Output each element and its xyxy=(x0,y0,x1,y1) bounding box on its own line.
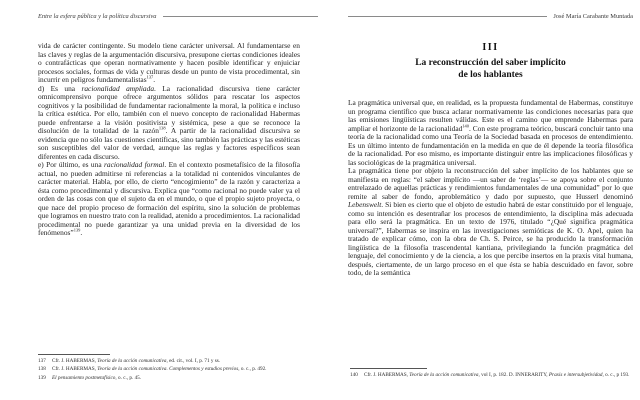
left-running-header-text: Entre la esfera pública y la política discursiva xyxy=(38,13,157,20)
left-running-header xyxy=(38,13,318,20)
right-body-text xyxy=(348,99,633,278)
right-running-header-text: José María Carabante Muntada xyxy=(553,13,633,20)
chapter-title-line: La reconstrucción del saber implícito xyxy=(415,58,566,68)
footnote xyxy=(38,374,300,382)
right-footnote-rule xyxy=(350,368,427,369)
footnote-text: Cfr. J. HABERMAS, Teoría de la acción comunicativa. Complementos y estudios previos, o. c., p. 492. xyxy=(52,366,267,373)
chapter-title-line: de los hablantes xyxy=(458,69,523,80)
left-footnote-rule xyxy=(38,354,110,355)
left-header-rule xyxy=(163,16,318,17)
footnote xyxy=(38,365,300,373)
footnote-text: Cfr. J. HABERMAS, Teoría de la acción comunicativa, vol I, p. 182. D. INNERARITY, Praxis e intersubjetividad, o. c., p 193. xyxy=(364,372,630,378)
paragraph: vida de carácter contingente. Su modelo tiene carácter universal. Al fundamentarse en las claves y reglas de la argumentación discursiva, presupone ciertas condiciones ideales o contrafácticas que operan normativamente y hacen posible identificar y enjuiciar procesos sociales, formas de vida y culturas desde un punto de vista procedimental, sin incurrir en peligros fundamentalistas$^{137}$. xyxy=(38,41,300,84)
footnote-number: 139 xyxy=(38,374,46,381)
paragraph: La pragmática tiene por objeto la reconstrucción del saber implícito de los hablantes que se manifiesta en reglas: “el saber implícito —un saber de ‘reglas’— se apoya sobre el conjunto entrelazado de aquellas prácticas y rendimientos fundamentales de una comunidad” por lo que remite al saber de fondo, aproblemático y dado por supuesto, que Husserl denominó Lebenswelt. Si bien es cierto que el objeto de estudio habrá de estar constituido por el lenguaje, como su intención es desentrañar los procesos de entendimiento, la disciplina más adecuada para ello será la pragmática. En un texto de 1976, titulado “¿Qué significa pragmática universal?”, Habermas se inspira en las investigaciones semióticas de K. O. Apel, quien ha tratado de explicar cómo, con la obra de Ch. S. Peirce, se ha producido la transformación lingüística de la filosofía trascendental kantiana, privilegiando la función pragmática del lenguaje, del conocimiento y de la ciencia, a los que percibe insertos en la praxis vital humana, después, ciertamente, de un largo proceso en el que ésta se había descuidado en favor, sobre todo, de la semántica xyxy=(348,166,633,277)
right-running-header xyxy=(348,13,633,20)
left-body-text xyxy=(38,42,300,238)
paragraph: La pragmática universal que, en realidad, es la propuesta fundamental de Habermas, constituye un programa científico que busca aclarar normativamente las condiciones necesarias para que las emisiones lingüísticas resulten válidas. Este es el camino que emprende Habermas para ampliar el horizonte de la racionalidad$^{140}$. Con este programa teórico, buscará concluir tanto una teoría de la racionalidad como una Teoría de la Sociedad basada en procesos de entendimiento. Es un último intento de fundamentación en la medida en que de él depende la teoría filosófica de la racionalidad. Por eso mismo, es importante distinguir entre las implicaciones filosóficas y las sociológicas de la pragmática universal. xyxy=(348,98,633,167)
right-footnotes xyxy=(350,371,633,379)
paragraph: e) Por último, es una racionalidad formal. En el contexto posmetafísico de la filosofía actual, no pueden admitirse ni referencias a la totalidad ni contenidos vinculantes de carácter material. Habla, por ello, de cierto “encogimiento” de la razón y caracteriza a ésta como procedimental y discursiva. Explica que “como racional no puede valer ya el orden de las cosas con que el sujeto da en el mundo, o que el propio sujeto proyecta, o que nace del propio proceso de formación del espíritu, sino la solución de problemas que logramos en nuestro trato con la realidad, atenido a procedimientos. La racionalidad procedimental no puede garantizar ya una unidad previa en la diversidad de los fenómenos”$^{139}$. xyxy=(38,160,300,237)
footnote-number: 137 xyxy=(38,358,46,364)
chapter-title xyxy=(348,58,633,81)
footnote-text: Cfr. J. HABERMAS, Teoría de la acción comunicativa, ed. cit., vol. I, p. 71 y ss. xyxy=(52,358,221,364)
footnote xyxy=(38,357,300,365)
paragraph: d) Es una racionalidad ampliada. La racionalidad discursiva tiene carácter omnicomprensivo porque ofrece argumentos sólidos para rescatar los aspectos cognitivos y la posibilidad de fundamentar racionalmente la moral, la política e incluso la crítica estética. Por ello, también con el nuevo concepto de racionalidad Habermas puede enfrentarse a la visión positivista y sistémica, pese a que se reconoce la disolución de la totalidad de la razón$^{138}$. A partir de la racionalidad discursiva se evidencia que no sólo las cuestiones científicas, sino también las prácticas y las estéticas son susceptibles del valor de verdad, aunque las reglas y factores específicos sean diferentes en cada discurso. xyxy=(38,83,301,161)
footnote-text: El pensamiento postmetafísico, o. c., p. 45. xyxy=(52,374,142,381)
chapter-number: III xyxy=(482,42,499,53)
right-header-rule xyxy=(348,16,547,17)
footnote-number: 140 xyxy=(350,372,358,378)
left-footnotes xyxy=(38,357,300,382)
footnote-number: 138 xyxy=(38,366,46,373)
footnote xyxy=(350,371,633,379)
